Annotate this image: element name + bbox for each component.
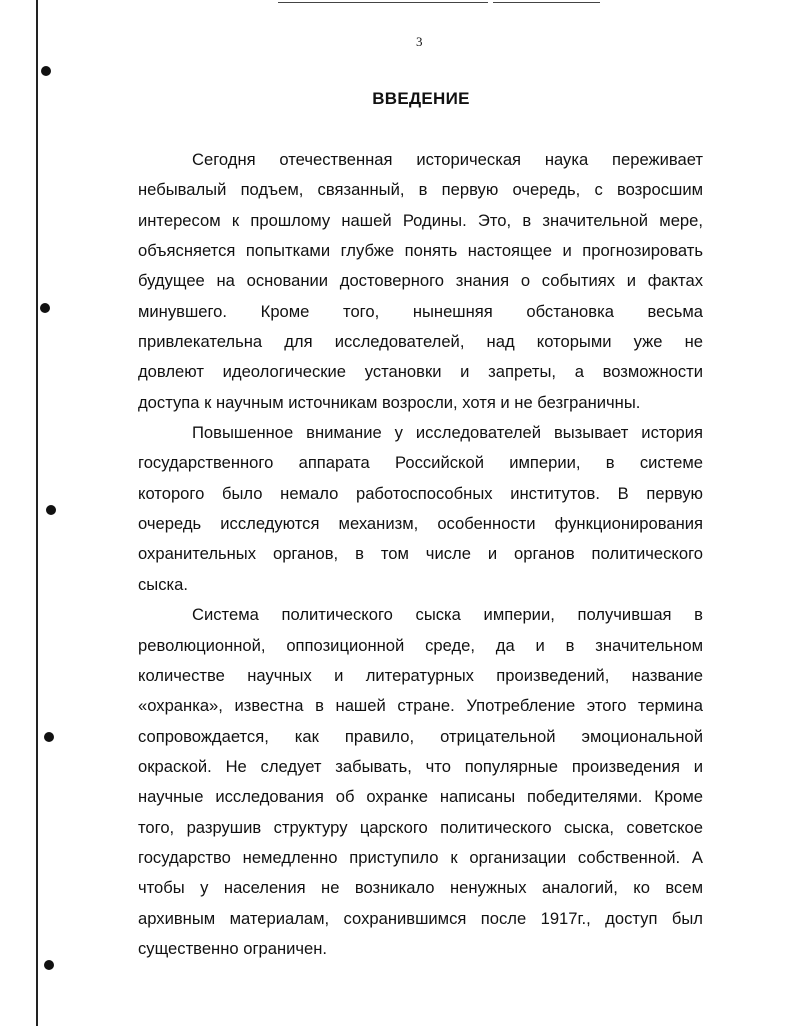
paragraph: [138, 150, 703, 423]
text-line: революционной, оппозиционной среде, да и в значительном: [138, 635, 703, 655]
section-title: ВВЕДЕНИЕ: [372, 89, 470, 108]
text-line: очередь исследуются механизм, особенности функционирования: [138, 514, 703, 534]
text-line: государство немедленно приступило к организации собственной. А: [138, 847, 703, 867]
body-text: [138, 150, 703, 969]
text-line: интересом к прошлому нашей Родины. Это, в значительной мере,: [138, 210, 703, 230]
scan-binding-edge: [36, 0, 38, 1026]
text-line: государственного аппарата Российской империи, в системе: [138, 453, 703, 473]
text-line: чтобы у населения не возникало ненужных аналогий, ко всем: [138, 878, 703, 898]
punch-hole-mark: [44, 732, 54, 742]
text-line: сопровождается, как правило, отрицательной эмоциональной: [138, 726, 703, 746]
punch-hole-mark: [44, 960, 54, 970]
text-line: Система политического сыска империи, получившая в: [192, 605, 703, 625]
punch-hole-mark: [41, 66, 51, 76]
text-line: научные исследования об охранке написаны победителями. Кроме: [138, 787, 703, 807]
punch-hole-mark: [46, 505, 56, 515]
text-line: Повышенное внимание у исследователей вызывает история: [192, 423, 703, 443]
scan-top-rule: [493, 2, 600, 3]
text-line: архивным материалам, сохранившимся после 1917г., доступ был: [138, 908, 703, 928]
text-line: небывалый подъем, связанный, в первую очередь, с возросшим: [138, 180, 703, 200]
text-line: довлеют идеологические установки и запреты, а возможности: [138, 362, 703, 382]
text-line: которого было немало работоспособных институтов. В первую: [138, 483, 703, 503]
text-line: окраской. Не следует забывать, что популярные произведения и: [138, 756, 703, 776]
text-line: «охранка», известна в нашей стране. Употребление этого термина: [138, 696, 703, 716]
paragraph: [138, 605, 703, 969]
text-line: существенно ограничен.: [138, 938, 328, 958]
text-line: привлекательна для исследователей, над которыми уже не: [138, 332, 703, 352]
text-line: охранительных органов, в том числе и органов политического: [138, 544, 703, 564]
page-number: 3: [416, 34, 423, 49]
text-line: доступа к научным источникам возросли, хотя и не безграничны.: [138, 392, 641, 412]
text-line: минувшего. Кроме того, нынешняя обстановка весьма: [138, 301, 703, 321]
paragraph: [138, 423, 703, 605]
scan-top-rule: [278, 2, 488, 3]
text-line: Сегодня отечественная историческая наука переживает: [192, 150, 703, 169]
text-line: сыска.: [138, 574, 188, 594]
punch-hole-mark: [40, 303, 50, 313]
text-line: того, разрушив структуру царского политического сыска, советское: [138, 817, 703, 837]
text-line: количестве научных и литературных произведений, название: [138, 665, 703, 685]
text-line: будущее на основании достоверного знания о событиях и фактах: [138, 271, 703, 291]
text-line: объясняется попытками глубже понять настоящее и прогнозировать: [138, 241, 703, 261]
